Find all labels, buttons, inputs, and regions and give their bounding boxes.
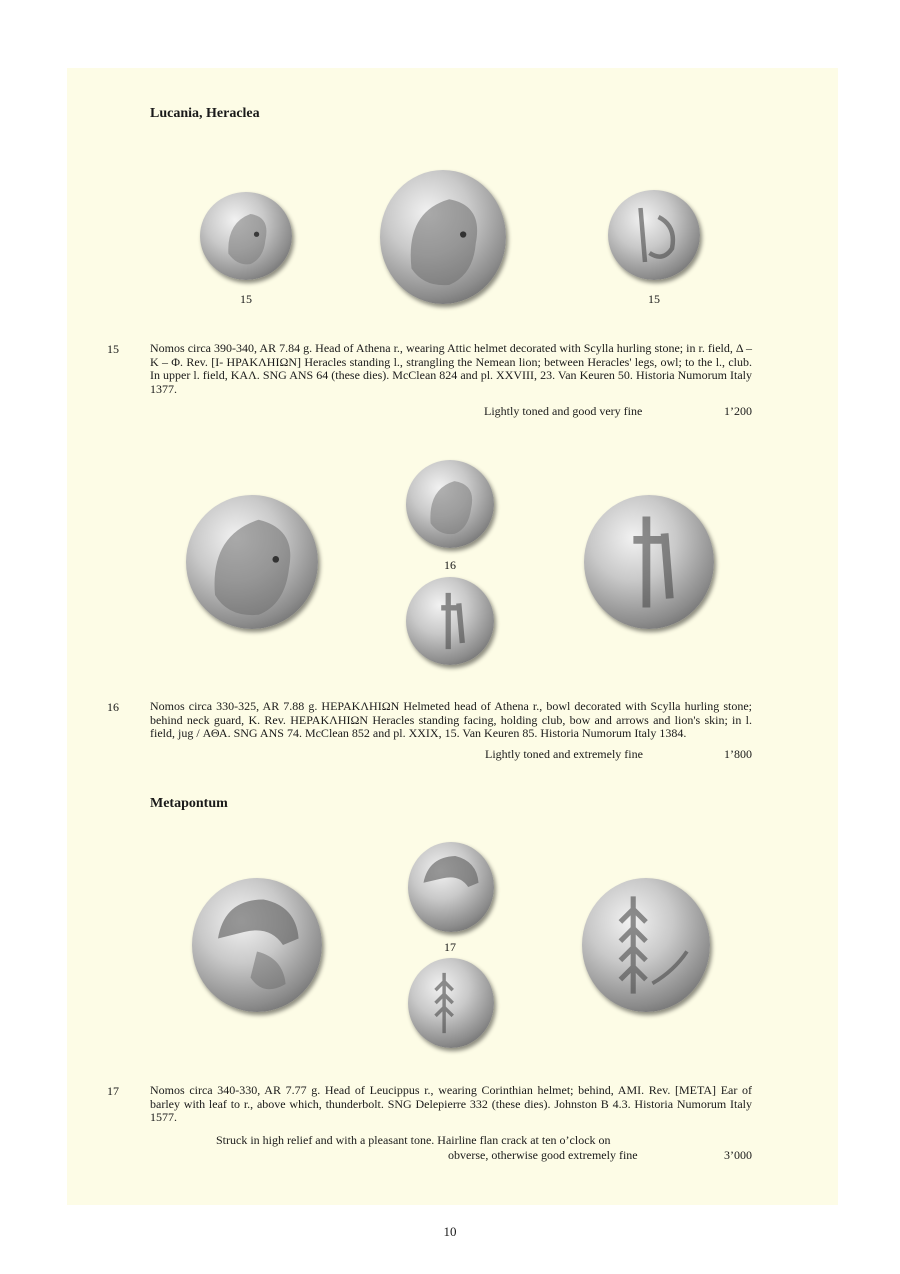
coin-16-reverse-enlarged [584,495,714,629]
coin-label: 17 [444,940,456,954]
coin-17-reverse [408,958,494,1048]
section-title-heraclea: Lucania, Heraclea [150,106,260,121]
lot-number: 17 [107,1084,119,1098]
coin-label: 15 [648,292,660,306]
lot-condition-line2: obverse, otherwise good extremely fine [448,1148,638,1162]
coin-16-obverse-enlarged [186,495,318,629]
coin-label: 16 [444,558,456,572]
lot-description: Nomos circa 390-340, AR 7.84 g. Head of Athena r., wearing Attic helmet decorated with Scylla hurling stone; in r. field, Δ – Κ – Φ. Rev. [Ι- ΗΡΑΚΛΗΙΩΝ] Heracles standing l., strangling the Nemean lion; between Heracles' legs, owl; to the l., club. In upper l. field, ΚΑΛ. SNG ANS 64 (these dies). McClean 824 and pl. XXVIII, 23. Van Keuren 50. Historia Numorum Italy 1377. [150,341,752,396]
lot-price: 1’200 [724,404,752,418]
section-title-metapontum: Metapontum [150,796,228,811]
lot-price: 1’800 [724,747,752,761]
lot-description: Nomos circa 340-330, AR 7.77 g. Head of Leucippus r., wearing Corinthian helmet; behind, AMI. Rev. [META] Ear of barley with leaf to r., above which, thunderbolt. SNG Delepierre 332 (these dies). Johnston B 4.3. Historia Numorum Italy 1577. [150,1083,752,1124]
coin-16-obverse [406,460,494,548]
coin-17-obverse [408,842,494,932]
coin-15-obverse-enlarged [380,170,506,304]
coin-label: 15 [240,292,252,306]
coin-15-reverse [608,190,700,280]
coin-15-obverse [200,192,292,280]
coin-16-reverse [406,577,494,665]
lot-number: 15 [107,342,119,356]
coin-17-obverse-enlarged [192,878,322,1012]
lot-condition: Lightly toned and extremely fine [485,747,643,761]
lot-condition-line1: Struck in high relief and with a pleasant tone. Hairline flan crack at ten o’clock on [216,1133,611,1147]
lot-price: 3’000 [724,1148,752,1162]
lot-number: 16 [107,700,119,714]
lot-condition: Lightly toned and good very fine [484,404,643,418]
page-number: 10 [443,1224,457,1239]
coin-17-reverse-enlarged [582,878,710,1012]
lot-description: Nomos circa 330-325, AR 7.88 g. ΗΕΡΑΚΛΗΙΩΝ Helmeted head of Athena r., bowl decorated with Scylla hurling stone; behind neck guard, Κ. Rev. ΗΕΡΑΚΛΗΙΩΝ Heracles standing facing, holding club, bow and arrows and lion's skin; in l. field, jug / ΑΘΑ. SNG ANS 74. McClean 852 and pl. XXIX, 15. Van Keuren 85. Historia Numorum Italy 1384. [150,699,752,740]
